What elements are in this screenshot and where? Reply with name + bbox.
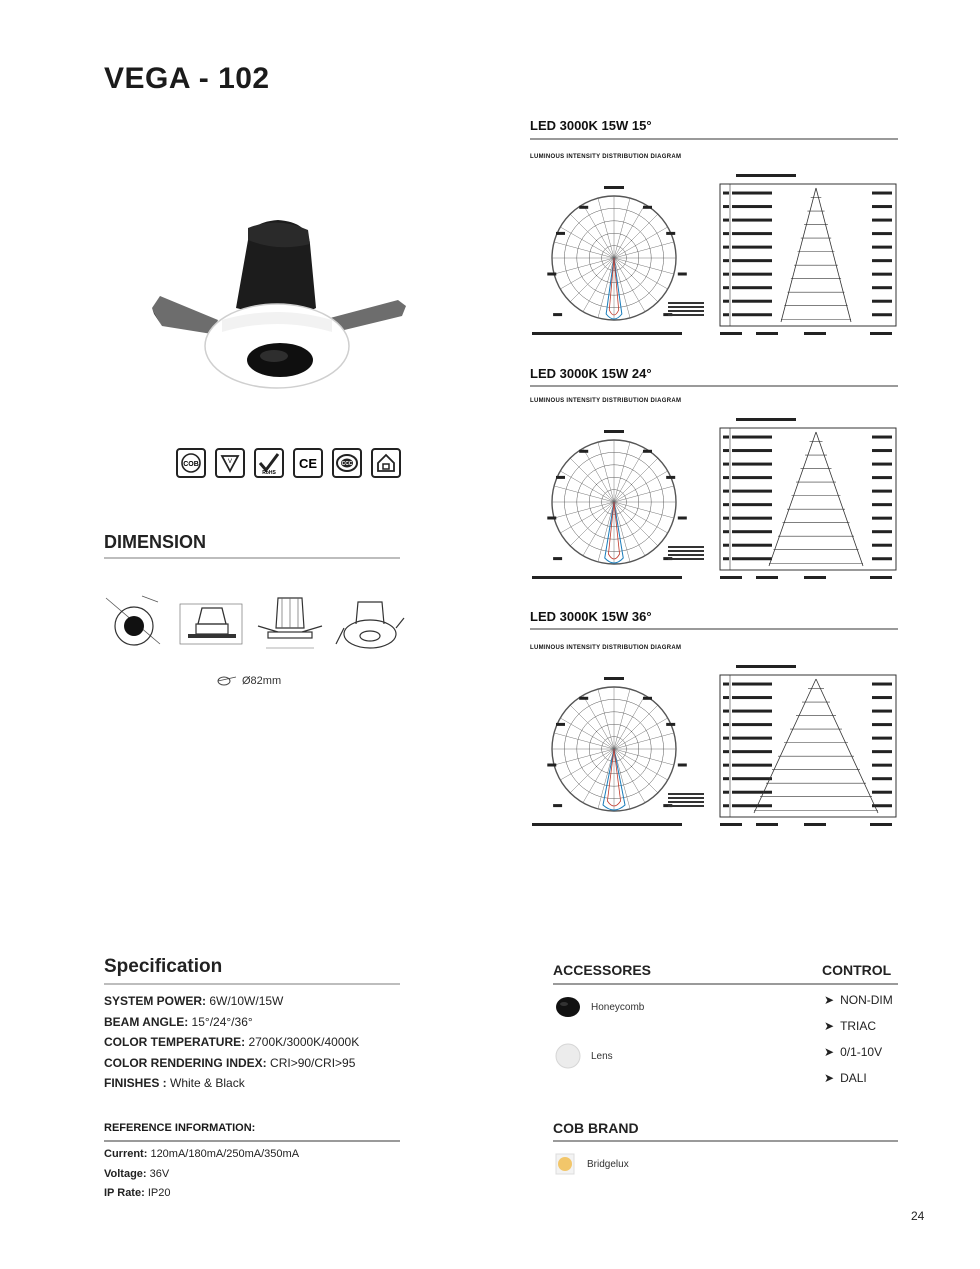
dimension-drawings (100, 588, 410, 660)
diameter-label (872, 683, 892, 686)
polar-tick-label (666, 476, 675, 479)
reference-list (104, 1145, 299, 1204)
polar-legend-line (668, 793, 704, 795)
lux-label (732, 219, 772, 222)
lux-label (732, 750, 772, 753)
polar-tick-label (604, 677, 624, 680)
height-label (723, 791, 729, 794)
illuminance-header (736, 174, 796, 177)
svg-text:RoHS: RoHS (262, 470, 276, 475)
indoor-cert-icon (371, 448, 401, 478)
polar-spoke (614, 749, 668, 780)
height-label (723, 683, 729, 686)
spec-beam-angle: BEAM ANGLE: 15°/24°/36° (104, 1014, 253, 1029)
diameter-label (872, 449, 892, 452)
polar-spoke (614, 749, 645, 803)
illuminance-footer-label (720, 332, 742, 335)
reference-divider (104, 1140, 400, 1142)
cob-brand-divider (553, 1140, 898, 1142)
polar-legend-line (668, 302, 704, 304)
dimension-divider (104, 557, 400, 559)
control-list (824, 993, 893, 1085)
polar-tick-label (678, 517, 687, 520)
accessories-divider (553, 983, 898, 985)
height-label (723, 246, 729, 249)
height-label (723, 517, 729, 520)
lux-label (732, 205, 772, 208)
diameter-label (872, 259, 892, 262)
lux-label (732, 192, 772, 195)
height-label (723, 503, 729, 506)
height-label (723, 476, 729, 479)
polar-spoke (554, 486, 614, 502)
polar-legend-line (668, 310, 704, 312)
polar-spoke (614, 442, 630, 502)
reference-heading: REFERENCE INFORMATION: (104, 1122, 256, 1134)
illuminance-header (736, 418, 796, 421)
specification-heading: Specification (104, 956, 223, 977)
lux-label (732, 737, 772, 740)
polar-spoke (614, 705, 658, 749)
polar-spoke (560, 718, 614, 749)
cutout-size (216, 674, 281, 688)
illuminance-chart (720, 174, 896, 335)
illuminance-footer-label (870, 332, 892, 335)
accessory-honeycomb (555, 996, 644, 1018)
polar-tick-label (556, 232, 565, 235)
control-item: ➤ DALI (824, 1071, 867, 1085)
specification-divider (104, 983, 400, 985)
illuminance-footer-label (870, 576, 892, 579)
lux-label (732, 286, 772, 289)
polar-spoke (583, 204, 614, 258)
lux-label (732, 723, 772, 726)
polar-tick-label (643, 697, 652, 700)
height-label (723, 490, 729, 493)
diameter-label (872, 232, 892, 235)
polar-spoke (614, 214, 658, 258)
polar-spoke (614, 258, 674, 274)
polar-spoke (598, 689, 614, 749)
diameter-label (872, 300, 892, 303)
height-label (723, 804, 729, 807)
polar-tick-label (547, 273, 556, 276)
lux-label (732, 683, 772, 686)
lux-label (732, 232, 772, 235)
polar-diagram (532, 430, 704, 579)
polar-spoke (583, 258, 614, 312)
lux-label (732, 449, 772, 452)
lux-label (732, 530, 772, 533)
polar-tick-label (643, 450, 652, 453)
height-label (723, 436, 729, 439)
lux-label (732, 696, 772, 699)
ref-voltage: Voltage: 36V (104, 1167, 170, 1180)
height-label (723, 723, 729, 726)
spec-cri: COLOR RENDERING INDEX: CRI>90/CRI>95 (104, 1055, 356, 1070)
polar-spoke (614, 749, 674, 765)
polar-spoke (560, 227, 614, 258)
lux-label (732, 273, 772, 276)
polar-legend-line (668, 306, 704, 308)
polar-tick-label (579, 206, 588, 209)
polar-spoke (583, 695, 614, 749)
polar-tick-label (547, 517, 556, 520)
photometric-divider (530, 628, 898, 630)
photometric-caption: LUMINOUS INTENSITY DISTRIBUTION DIAGRAM (530, 398, 682, 404)
polar-spoke (554, 258, 614, 274)
polar-legend-line (668, 805, 704, 807)
accessory-lens (555, 1043, 613, 1069)
polar-tick-label (547, 764, 556, 767)
polar-spoke (614, 502, 674, 518)
dimension-heading: DIMENSION (104, 532, 207, 552)
photometric-title: LED 3000K 15W 15° (530, 118, 652, 133)
spec-color-temperature: COLOR TEMPERATURE: 2700K/3000K/4000K (104, 1035, 360, 1049)
cutout-label: Ø82mm (242, 675, 282, 687)
illuminance-footer-label (720, 576, 742, 579)
page-title: VEGA - 102 (104, 62, 270, 95)
height-label (723, 750, 729, 753)
polar-tick-label (666, 232, 675, 235)
cutout-icon (216, 674, 238, 688)
lux-label (732, 557, 772, 560)
diameter-label (872, 463, 892, 466)
height-label (723, 259, 729, 262)
polar-spoke (614, 258, 658, 302)
polar-tick-label (666, 723, 675, 726)
product-image (140, 200, 420, 400)
certification-row (176, 448, 401, 478)
diameter-label (872, 313, 892, 316)
polar-spoke (614, 458, 658, 502)
control-item: ➤ NON-DIM (824, 993, 893, 1007)
diameter-label (872, 503, 892, 506)
ccc-cert-icon (332, 448, 362, 478)
diameter-label (872, 777, 892, 780)
diameter-label (872, 205, 892, 208)
polar-legend-line (668, 558, 704, 560)
svg-text:CCC: CCC (341, 461, 353, 467)
diameter-label (872, 791, 892, 794)
arrow-right-icon: ➤ (824, 993, 835, 1007)
honeycomb-icon (555, 996, 581, 1018)
photometric-divider (530, 138, 898, 140)
polar-spoke (598, 442, 614, 502)
illuminance-footer-label (804, 576, 826, 579)
diameter-label (872, 192, 892, 195)
polar-spoke (614, 733, 674, 749)
polar-spoke (560, 749, 614, 780)
polar-spoke (560, 502, 614, 533)
lens-icon (555, 1043, 581, 1069)
height-label (723, 544, 729, 547)
illuminance-header (736, 665, 796, 668)
polar-spoke (614, 695, 645, 749)
accessory-label: Honeycomb (591, 1001, 645, 1013)
diameter-label (872, 246, 892, 249)
lux-label (732, 490, 772, 493)
lux-label (732, 710, 772, 713)
polar-legend-line (668, 546, 704, 548)
polar-spoke (570, 458, 614, 502)
polar-tick-label (553, 804, 562, 807)
polar-legend-line (668, 801, 704, 803)
polar-spoke (614, 227, 668, 258)
accessories-heading: ACCESSORES (553, 962, 652, 978)
polar-spoke (614, 242, 674, 258)
illuminance-footer-label (756, 332, 778, 335)
photometric-24 (530, 366, 652, 381)
polar-footer (532, 823, 682, 826)
cone-edge (816, 432, 863, 566)
polar-spoke (570, 705, 614, 749)
polar-diagram (532, 677, 704, 826)
diameter-label (872, 764, 892, 767)
diameter-label (872, 286, 892, 289)
control-item: ➤ TRIAC (824, 1019, 877, 1033)
polar-tick-label (604, 430, 624, 433)
illuminance-footer-label (720, 823, 742, 826)
photometric-36 (530, 609, 652, 624)
polar-spoke (598, 749, 614, 809)
polar-tick-label (553, 557, 562, 560)
illuminance-chart (720, 665, 896, 826)
diameter-label (872, 476, 892, 479)
diameter-label (872, 737, 892, 740)
polar-spoke (570, 749, 614, 793)
cone-edge (816, 188, 851, 322)
photometric-caption: LUMINOUS INTENSITY DISTRIBUTION DIAGRAM (530, 154, 682, 160)
diameter-label (872, 723, 892, 726)
diameter-label (872, 219, 892, 222)
lux-label (732, 436, 772, 439)
polar-spoke (614, 689, 630, 749)
lux-label (732, 791, 772, 794)
polar-spoke (614, 749, 630, 809)
polar-spoke (554, 733, 614, 749)
diameter-label (872, 436, 892, 439)
polar-tick-label (643, 206, 652, 209)
photometric-title: LED 3000K 15W 24° (530, 366, 652, 381)
height-label (723, 205, 729, 208)
photometric-diagram-15 (530, 160, 900, 346)
polar-legend-line (668, 797, 704, 799)
lux-label (732, 764, 772, 767)
cob-brand-heading: COB BRAND (553, 1120, 639, 1136)
diameter-label (872, 490, 892, 493)
height-label (723, 219, 729, 222)
diameter-label (872, 696, 892, 699)
polar-spoke (554, 749, 614, 765)
height-label (723, 696, 729, 699)
height-label (723, 764, 729, 767)
illuminance-chart (720, 418, 896, 579)
diameter-label (872, 557, 892, 560)
polar-spoke (614, 258, 645, 312)
spec-finishes: FINISHES : White & Black (104, 1076, 245, 1090)
cob-chip-icon (555, 1153, 575, 1175)
height-label (723, 557, 729, 560)
cob-cert-icon (176, 448, 206, 478)
polar-footer (532, 576, 682, 579)
polar-spoke (614, 749, 658, 793)
polar-spoke (598, 198, 614, 258)
arrow-right-icon: ➤ (824, 1019, 835, 1033)
polar-tick-label (678, 764, 687, 767)
polar-spoke (560, 471, 614, 502)
height-label (723, 737, 729, 740)
diameter-label (872, 530, 892, 533)
rohs-cert-icon (254, 448, 284, 478)
polar-spoke (570, 258, 614, 302)
polar-spoke (560, 258, 614, 289)
illuminance-footer-label (870, 823, 892, 826)
polar-tick-label (579, 697, 588, 700)
diameter-label (872, 750, 892, 753)
polar-spoke (614, 486, 674, 502)
polar-tick-label (678, 273, 687, 276)
cob-brand-item (555, 1153, 629, 1175)
cone-edge (769, 432, 816, 566)
photometric-caption: LUMINOUS INTENSITY DISTRIBUTION DIAGRAM (530, 645, 682, 651)
height-label (723, 286, 729, 289)
polar-legend-line (668, 550, 704, 552)
polar-tick-label (604, 186, 624, 189)
photometric-divider (530, 385, 898, 387)
illuminance-footer-label (756, 823, 778, 826)
height-label (723, 273, 729, 276)
polar-diagram (532, 186, 704, 335)
height-label (723, 232, 729, 235)
height-label (723, 192, 729, 195)
cone-edge (781, 188, 816, 322)
lux-label (732, 476, 772, 479)
ce-cert-icon (293, 448, 323, 478)
cob-brand-label: Bridgelux (587, 1158, 629, 1170)
illuminance-footer-label (756, 576, 778, 579)
diameter-label (872, 710, 892, 713)
svg-text:COB: COB (183, 461, 199, 468)
polar-spoke (614, 502, 668, 533)
polar-tick-label (579, 450, 588, 453)
lux-label (732, 804, 772, 807)
svg-text:CE: CE (298, 456, 318, 471)
lux-label (732, 544, 772, 547)
polar-spoke (583, 448, 614, 502)
lux-label (732, 777, 772, 780)
polar-legend-line (668, 554, 704, 556)
arrow-right-icon: ➤ (824, 1071, 835, 1085)
polar-spoke (614, 204, 645, 258)
height-label (723, 313, 729, 316)
photometric-diagram-36 (530, 651, 900, 837)
illuminance-footer-label (804, 823, 826, 826)
photometric-title: LED 3000K 15W 36° (530, 609, 652, 624)
arrow-right-icon: ➤ (824, 1045, 835, 1059)
cone-edge (816, 679, 878, 813)
control-heading: CONTROL (822, 962, 892, 978)
polar-spoke (614, 718, 668, 749)
polar-spoke (554, 502, 614, 518)
lux-label (732, 503, 772, 506)
height-label (723, 530, 729, 533)
polar-tick-label (553, 313, 562, 316)
lux-label (732, 313, 772, 316)
lux-label (732, 463, 772, 466)
diameter-label (872, 517, 892, 520)
cone-edge (754, 679, 816, 813)
diameter-label (872, 273, 892, 276)
control-item: ➤ 0/1-10V (824, 1045, 883, 1059)
height-label (723, 300, 729, 303)
ref-ip-rate: IP Rate: IP20 (104, 1187, 171, 1199)
polar-tick-label (556, 476, 565, 479)
height-label (723, 449, 729, 452)
height-label (723, 463, 729, 466)
polar-spoke (614, 198, 630, 258)
polar-legend-line (668, 314, 704, 316)
spec-system-power: SYSTEM POWER: 6W/10W/15W (104, 994, 284, 1008)
polar-spoke (614, 471, 668, 502)
tuv-cert-icon (215, 448, 245, 478)
illuminance-footer-label (804, 332, 826, 335)
polar-footer (532, 332, 682, 335)
diameter-label (872, 544, 892, 547)
height-label (723, 710, 729, 713)
lux-label (732, 517, 772, 520)
polar-spoke (583, 749, 614, 803)
photometric-diagram-24 (530, 404, 900, 590)
page-number: 24 (911, 1209, 925, 1223)
photometric-15 (530, 118, 652, 133)
polar-spoke (554, 242, 614, 258)
accessory-label: Lens (591, 1050, 613, 1062)
height-label (723, 777, 729, 780)
lux-label (732, 246, 772, 249)
polar-spoke (614, 258, 668, 289)
polar-tick-label (556, 723, 565, 726)
lux-label (732, 300, 772, 303)
svg-text:V: V (227, 459, 233, 465)
lux-label (732, 259, 772, 262)
polar-spoke (614, 448, 645, 502)
ref-current: Current: 120mA/180mA/250mA/350mA (104, 1148, 300, 1160)
specification-list (104, 991, 359, 1094)
polar-spoke (570, 214, 614, 258)
